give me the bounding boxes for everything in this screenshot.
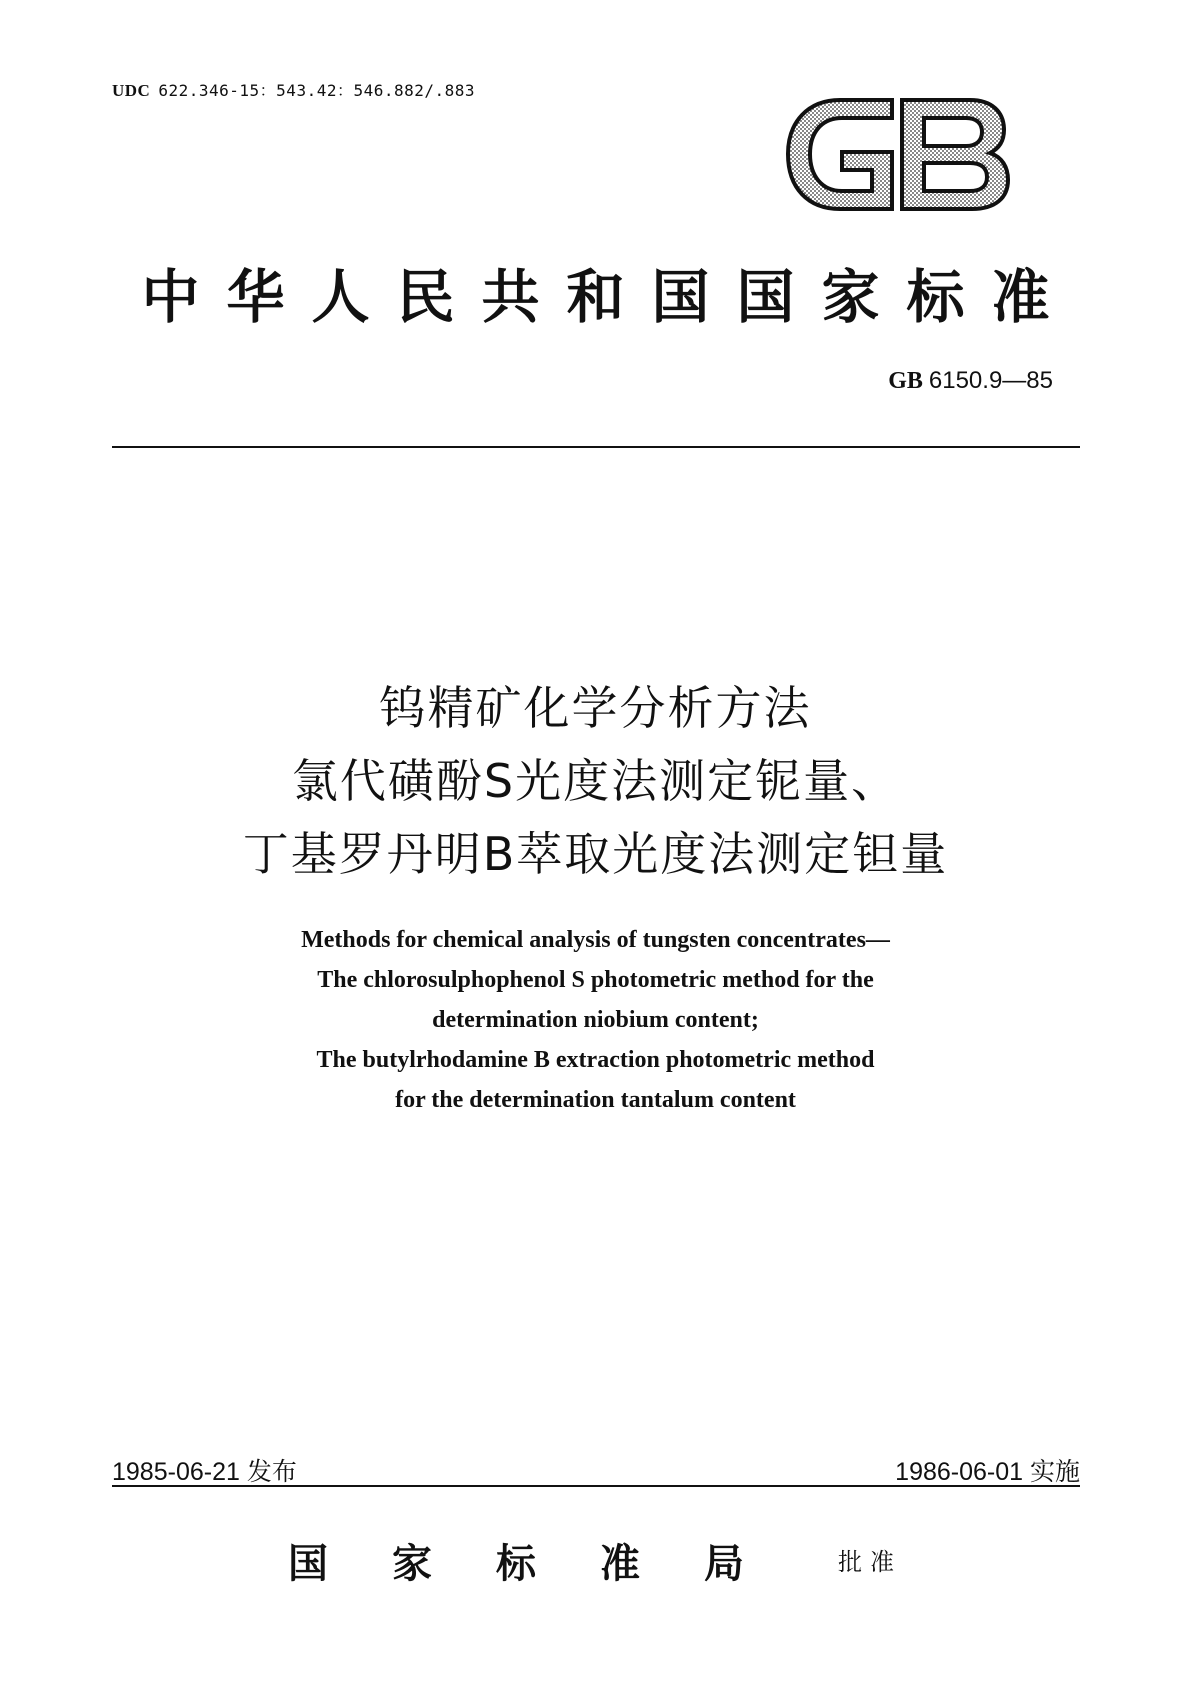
bottom-divider [112,1485,1080,1487]
udc-code: 622.346-15：543.42：546.882/.883 [158,81,476,100]
title-en-line-4: The butylrhodamine B extraction photometric method [316,1047,875,1073]
standard-number-prefix: GB [888,368,923,394]
title-cn-line-2: 氯代磺酚S光度法测定铌量、 [291,754,900,808]
approval-label: 批准 [838,1548,902,1576]
top-divider [112,446,1080,448]
issuing-authority: 国家标准局 [288,1540,808,1587]
title-en-line-1: Methods for chemical analysis of tungsten concentrates— [301,927,890,953]
title-en-line-2: The chlorosulphophenol S photometric method for the [317,967,874,993]
gb-logo [780,92,1015,217]
title-cn-line-3: 丁基罗丹明B萃取光度法测定钽量 [242,827,949,881]
gb-logo-text: GB [780,92,782,93]
udc-label: UDC [112,81,151,100]
national-standard-title: 中华人民共和国国家标准 [141,263,1077,331]
title-en-line-5: for the determination tantalum content [395,1087,796,1113]
title-cn-line-1: 钨精矿化学分析方法 [379,681,812,735]
standard-number [888,366,1053,395]
effective-date: 1986-06-01 实施 [895,1458,1080,1486]
gb-logo-b [902,100,1008,209]
udc-classification [112,78,475,101]
gb-logo-g [788,100,892,209]
standard-number-value: 6150.9—85 [928,367,1053,394]
title-en-line-3: determination niobium content; [432,1007,759,1033]
issue-date: 1985-06-21 发布 [112,1458,297,1486]
